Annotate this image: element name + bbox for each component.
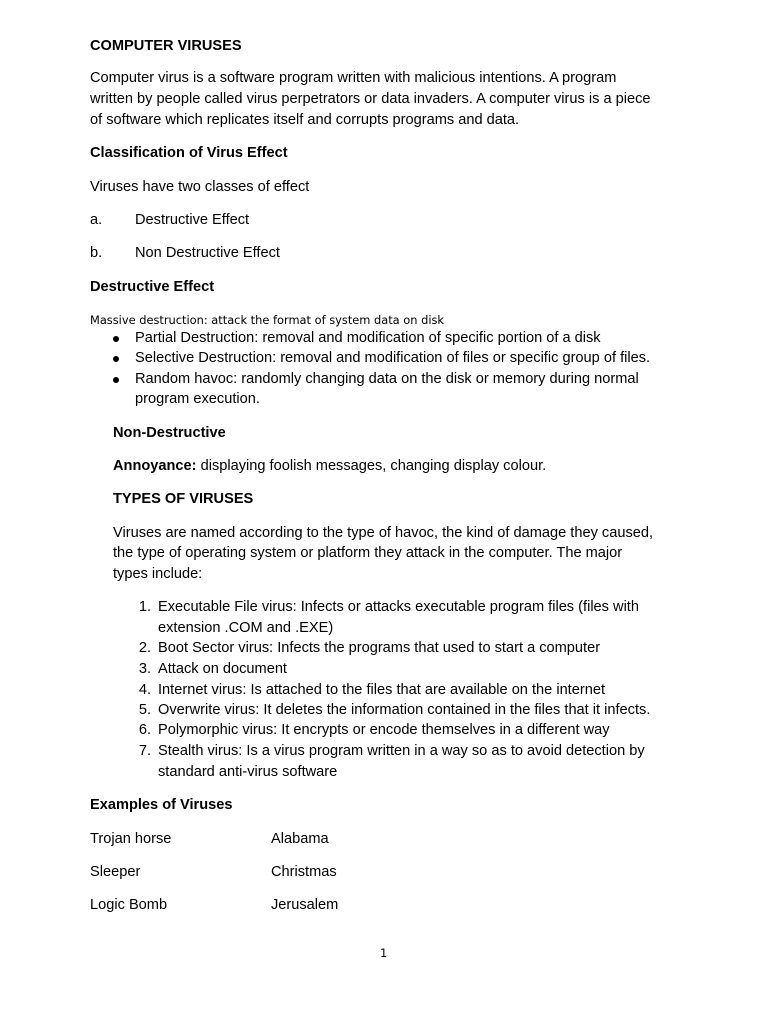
type-item-4: Internet virus: Is attached to the files that are available on the internet (158, 682, 605, 698)
classification-marker-a: a. (90, 212, 103, 228)
destructive-note: Massive destruction: attack the format of system data on disk (90, 313, 445, 327)
type-item-1-line-1: Executable File virus: Infects or attacks executable program files (files with (158, 599, 639, 615)
destructive-bullet-3-cont: program execution. (135, 391, 260, 407)
type-number-6: 6. (138, 722, 151, 738)
annoyance-line (113, 456, 546, 477)
destructive-heading: Destructive Effect (90, 279, 215, 295)
example-cell: Sleeper (90, 864, 141, 880)
type-number-4: 4. (138, 682, 151, 698)
intro-line-3: of software which replicates itself and corrupts programs and data. (90, 112, 520, 128)
bullet-icon (113, 377, 119, 383)
destructive-bullet-2: Selective Destruction: removal and modification of files or specific group of files. (135, 350, 651, 366)
types-intro-2: the type of operating system or platform they attack in the computer. The major (113, 545, 623, 561)
non-destructive-heading: Non-Destructive (113, 425, 226, 441)
type-item-5: Overwrite virus: It deletes the information contained in the files that it infects. (158, 702, 651, 718)
example-cell: Trojan horse (90, 831, 172, 847)
type-number-2: 2. (138, 640, 151, 656)
type-number-3: 3. (138, 661, 151, 677)
types-heading: TYPES OF VIRUSES (113, 491, 254, 507)
type-item-1-line-2: extension .COM and .EXE) (158, 620, 334, 636)
type-number-7: 7. (138, 743, 151, 759)
classification-marker-b: b. (90, 245, 103, 261)
type-item-7-line-2: standard anti-virus software (158, 764, 338, 780)
classification-heading: Classification of Virus Effect (90, 145, 288, 161)
types-intro-3: types include: (113, 566, 203, 582)
intro-line-2: written by people called virus perpetrators or data invaders. A computer virus is a piece (90, 91, 651, 107)
classification-text: Viruses have two classes of effect (90, 179, 310, 195)
example-cell: Christmas (271, 864, 337, 880)
type-item-7-line-1: Stealth virus: Is a virus program written in a way so as to avoid detection by (158, 743, 645, 759)
type-number-5: 5. (138, 702, 151, 718)
classification-item-destructive: Destructive Effect (135, 212, 250, 228)
page-number: 1 (380, 946, 388, 960)
bullet-icon (113, 356, 119, 362)
document-title: COMPUTER VIRUSES (90, 38, 242, 54)
type-number-1: 1. (138, 599, 151, 615)
type-item-2: Boot Sector virus: Infects the programs that used to start a computer (158, 640, 601, 656)
bullet-icon (113, 336, 119, 342)
examples-heading: Examples of Viruses (90, 797, 233, 813)
example-cell: Logic Bomb (90, 897, 168, 913)
example-cell: Alabama (271, 831, 329, 847)
annoyance-text: displaying foolish messages, changing display colour. (196, 458, 547, 474)
types-intro-1: Viruses are named according to the type of havoc, the kind of damage they caused, (113, 525, 654, 541)
annoyance-label: Annoyance: (113, 458, 197, 474)
type-item-3: Attack on document (158, 661, 287, 677)
destructive-bullet-3: Random havoc: randomly changing data on the disk or memory during normal (135, 371, 639, 387)
classification-item-non-destructive: Non Destructive Effect (135, 245, 280, 261)
example-cell: Jerusalem (271, 897, 339, 913)
intro-line-1: Computer virus is a software program written with malicious intentions. A program (90, 70, 617, 86)
destructive-bullet-1: Partial Destruction: removal and modification of specific portion of a disk (135, 330, 601, 346)
type-item-6: Polymorphic virus: It encrypts or encode themselves in a different way (158, 722, 610, 738)
